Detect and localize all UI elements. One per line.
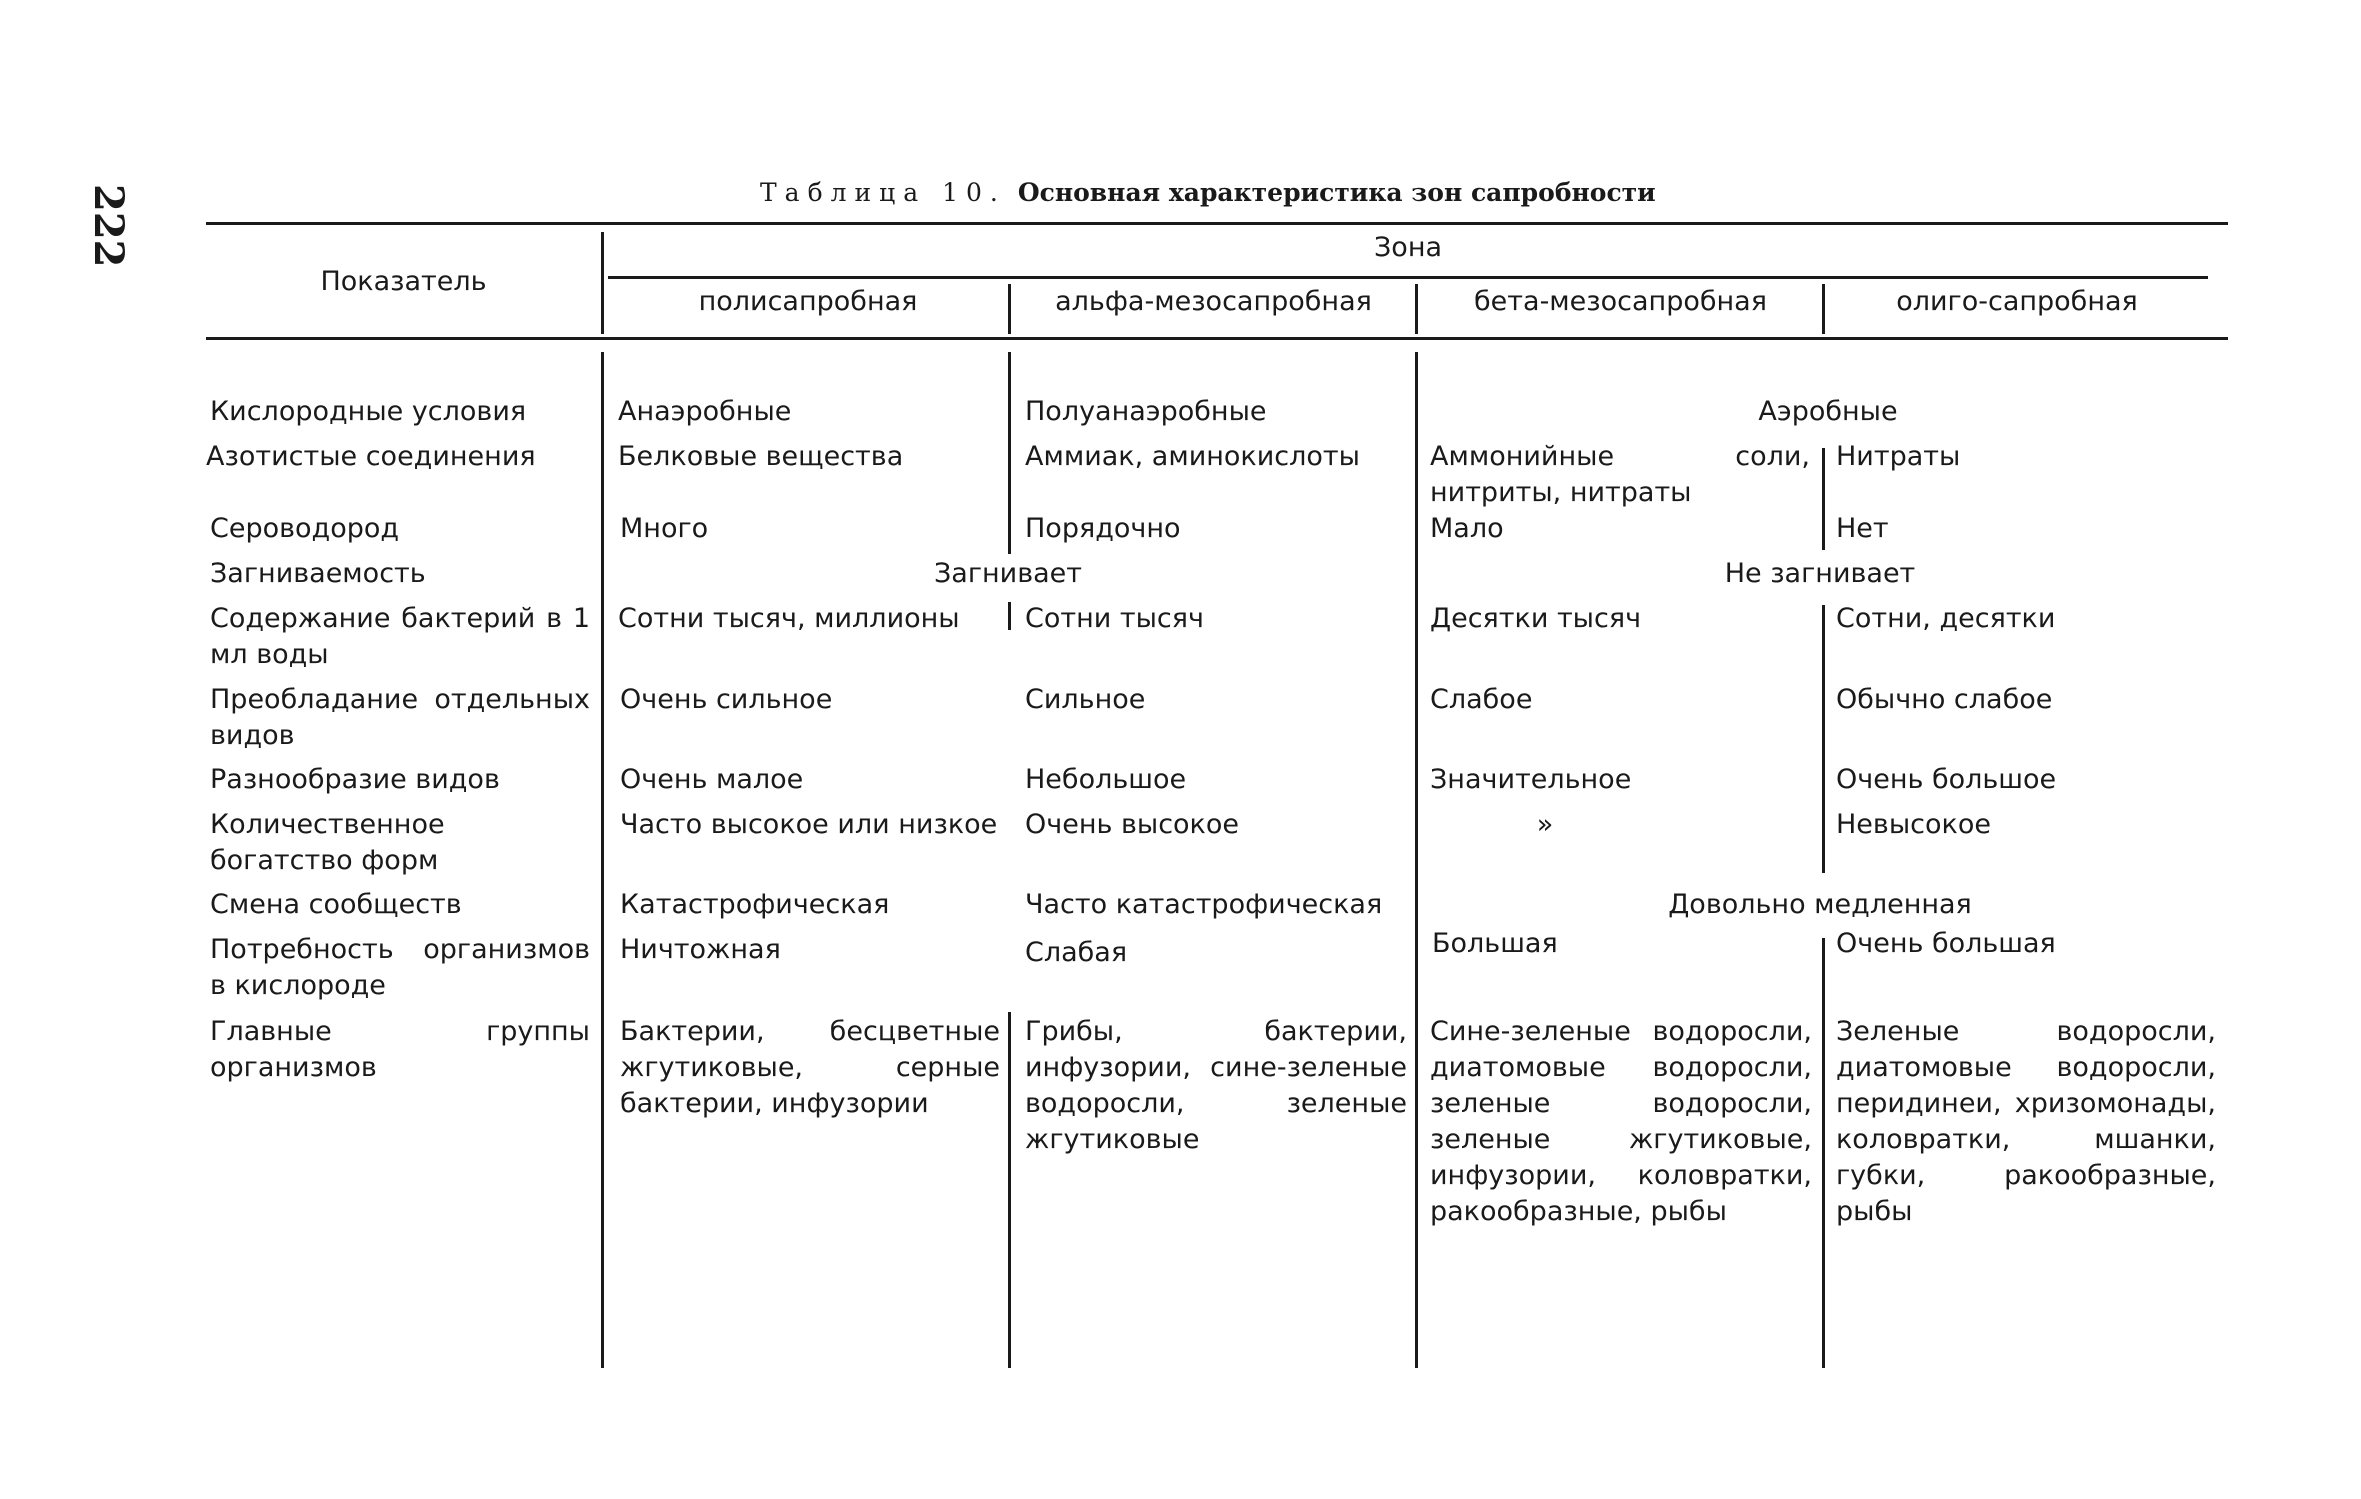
- header-zone-alpha: альфа-мезосапробная: [1055, 286, 1372, 317]
- row-7-beta: Значительное: [1430, 764, 1632, 795]
- row-2-alpha: Аммиак, аминокислоты: [1025, 441, 1360, 472]
- row-10-oligo: Очень большая: [1836, 928, 2056, 959]
- column-rule-oligo-c: [1822, 938, 1825, 1368]
- row-6-poly: Очень сильное: [620, 684, 833, 715]
- row-1-poly: Анаэробные: [618, 396, 792, 427]
- header-divider-2: [1415, 284, 1418, 334]
- table-title: [760, 178, 1656, 207]
- row-8-oligo: Невысокое: [1836, 809, 1991, 840]
- row-2-oligo: Нитраты: [1836, 441, 1961, 472]
- header-divider-indicator: [601, 232, 604, 334]
- row-6-alpha: Сильное: [1025, 684, 1146, 715]
- row-4-indicator: Загниваемость: [210, 558, 426, 589]
- row-7-indicator: Разнообразие видов: [210, 764, 500, 795]
- row-11-poly: Бактерии, бесцветные жгутиковые, серные бактерии, инфузории: [620, 1016, 1000, 1119]
- row-1-alpha: Полуанаэробные: [1025, 396, 1267, 427]
- row-4-poly-alpha: Загнивает: [933, 558, 1083, 589]
- row-4-beta-oligo: Не загнивает: [1724, 558, 1916, 589]
- row-10-beta: Большая: [1432, 928, 1558, 959]
- header-indicator: Показатель: [320, 266, 487, 297]
- column-rule-oligo-b: [1822, 605, 1825, 873]
- column-rule-alpha-c: [1008, 1012, 1011, 1368]
- header-zone-poly: полисапробная: [698, 286, 918, 317]
- row-5-oligo: Сотни, десятки: [1836, 603, 2056, 634]
- row-9-poly: Катастрофическая: [620, 889, 890, 920]
- row-10-indicator: Потребность организмов в кислороде: [210, 934, 590, 1001]
- row-7-poly: Очень малое: [620, 764, 804, 795]
- row-3-beta: Мало: [1430, 513, 1504, 544]
- header-divider-1: [1008, 284, 1011, 334]
- row-9-alpha: Часто катастрофическая: [1025, 889, 1383, 920]
- row-6-indicator: Преобладание отдельных видов: [210, 684, 590, 751]
- table-label: Таблица 10.: [760, 178, 1006, 207]
- row-9-indicator: Смена сообществ: [210, 889, 462, 920]
- page-number: 222: [85, 184, 132, 268]
- row-5-poly: Сотни тысяч, миллионы: [618, 603, 960, 634]
- header-zone-oligo: олиго-сапробная: [1896, 286, 2138, 317]
- header-zone: Зона: [1373, 232, 1443, 263]
- column-rule-oligo-a: [1822, 448, 1825, 550]
- row-7-alpha: Небольшое: [1025, 764, 1187, 795]
- row-7-oligo: Очень большое: [1836, 764, 2057, 795]
- column-rule-poly: [601, 352, 604, 1368]
- row-2-beta: Аммонийные соли, нитриты, нитраты: [1430, 441, 1810, 508]
- row-1-indicator: Кислородные условия: [210, 396, 527, 427]
- row-1-beta-oligo: Аэробные: [1758, 396, 1898, 427]
- row-2-indicator: Азотистые соединения: [206, 441, 536, 472]
- table-caption: Основная характеристика зон сапробности: [1017, 178, 1656, 207]
- row-3-indicator: Сероводород: [210, 513, 400, 544]
- row-11-alpha: Грибы, бактерии, инфузории, сине-зеленые водоросли, зеленые жгутиковые: [1025, 1016, 1407, 1155]
- header-zone-beta: бета-мезосапробная: [1474, 286, 1767, 317]
- row-5-indicator: Содержание бактерий в 1 мл воды: [210, 603, 590, 670]
- header-divider-3: [1822, 284, 1825, 334]
- header-bottom-rule: [206, 337, 2228, 340]
- row-3-alpha: Порядочно: [1025, 513, 1181, 544]
- row-11-beta: Сине-зеленые водоросли, диатомовые водоросли, зеленые водоросли, зеленые жгутиковые, инфузории, коловратки, ракообразные, рыбы: [1430, 1016, 1812, 1227]
- row-8-alpha: Очень высокое: [1025, 809, 1239, 840]
- row-6-beta: Слабое: [1430, 684, 1533, 715]
- row-8-beta: »: [1536, 809, 1554, 840]
- row-3-oligo: Нет: [1836, 513, 1889, 544]
- row-10-alpha: Слабая: [1025, 937, 1128, 968]
- row-3-poly: Много: [620, 513, 709, 544]
- row-8-indicator: Количественное богатство форм: [210, 809, 445, 876]
- column-rule-alpha-b: [1008, 602, 1011, 630]
- row-2-poly: Белковые вещества: [618, 441, 904, 472]
- row-5-beta: Десятки тысяч: [1430, 603, 1642, 634]
- row-6-oligo: Обычно слабое: [1836, 684, 2053, 715]
- column-rule-beta: [1415, 352, 1418, 1368]
- row-11-oligo: Зеленые водоросли, диатомовые водоросли, перидинеи, хризомонады, коловратки, мшанки, губки, ракообразные, рыбы: [1836, 1016, 2216, 1227]
- table-top-rule: [206, 222, 2228, 225]
- row-9-beta-oligo: Довольно медленная: [1668, 889, 1972, 920]
- column-rule-alpha-a: [1008, 352, 1011, 554]
- zone-header-rule: [608, 276, 2208, 279]
- row-10-poly: Ничтожная: [620, 934, 781, 965]
- row-8-poly: Часто высокое или низкое: [620, 809, 998, 840]
- row-11-indicator: Главные группы организмов: [210, 1016, 590, 1083]
- row-5-alpha: Сотни тысяч: [1025, 603, 1204, 634]
